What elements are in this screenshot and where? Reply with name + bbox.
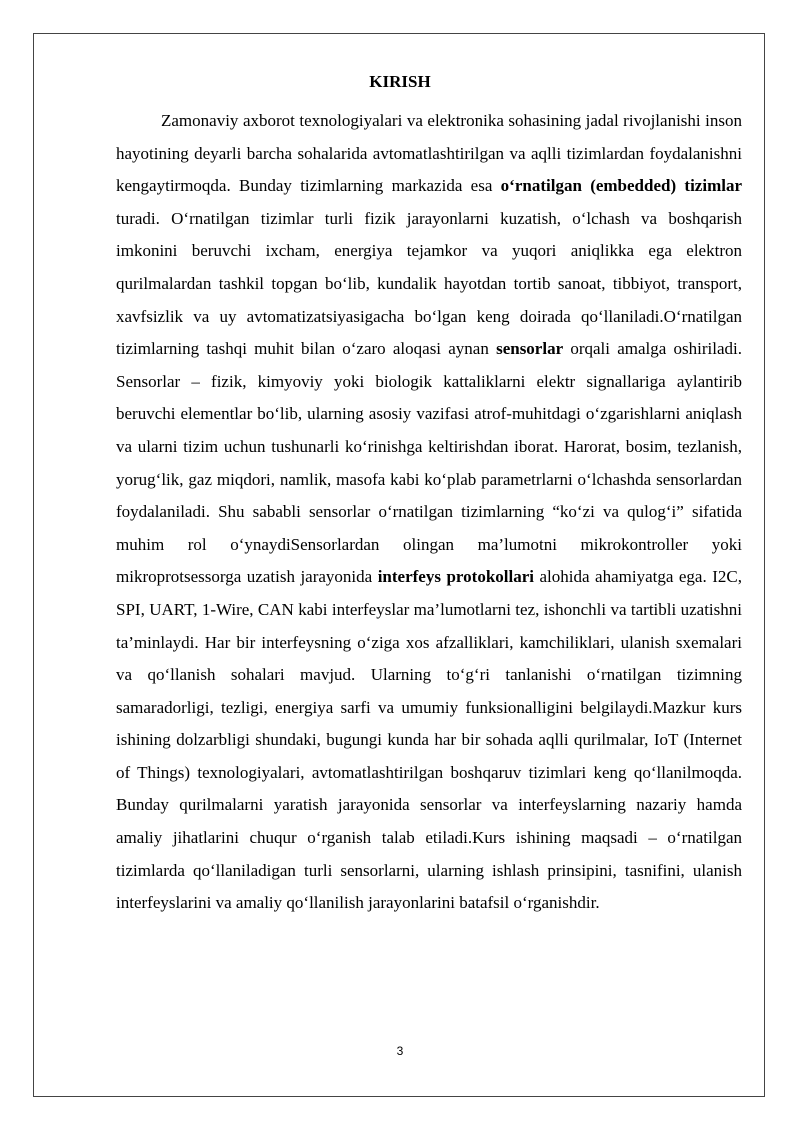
page-number: 3 xyxy=(396,1044,404,1058)
bold-term-sensors: sensorlar xyxy=(496,339,564,359)
bold-term-interface-protocols: interfeys protokollari xyxy=(377,567,534,587)
text-segment: alohida ahamiyatga ega. I2C, SPI, UART, 1-Wire, CAN kabi interfeyslar ma’lumotlarni tez, ishonchli va tartibli uzatishni ta’minlaydi. Har bir interfeysning o‘ziga xos afzalliklari, kamchiliklari, ulanish sxemalari va qo‘llanish sohalari mavjud. Ularning to‘g‘ri tanlanishi o‘rnatilgan tizimning samaradorligi, tezligi, energiya sarfi va umumiy funksionalligini belgilaydi.Mazkur kurs ishining dolzarbligi shundaki, bugungi kunda har bir sohada aqlli qurilmalar, IoT (Internet of Things) texnologiyalari, avtomatlashtirilgan boshqaruv tizimlari keng qo‘llanilmoqda. Bunday qurilmalarni yaratish jarayonida sensorlar va interfeyslarning nazariy hamda amaliy jihatlarini chuqur o‘rganish talab etiladi.Kurs ishining maqsadi – o‘rnatilgan tizimlarda qo‘llaniladigan turli sensorlarni, ularning ishlash prinsipini, tasnifini, ulanish interfeyslarini va amaliy qo‘llanilish jarayonlarini batafsil o‘rganishdir. xyxy=(116,567,742,913)
body-paragraph xyxy=(116,105,742,920)
section-heading: KIRISH xyxy=(369,72,431,91)
text-segment: turadi. O‘rnatilgan tizimlar turli fizik jarayonlarni kuzatish, o‘lchash va boshqarish imkonini beruvchi ixcham, energiya tejamkor va yuqori aniqlikka ega elektron qurilmalardan tashkil topgan bo‘lib, kundalik hayotdan tortib sanoat, tibbiyot, transport, xavfsizlik va uy avtomatizatsiyasigacha bo‘lgan keng doirada qo‘llaniladi.O‘rnatilgan tizimlarning tashqi muhit bilan o‘zaro aloqasi aynan xyxy=(116,208,742,359)
text-segment: Zamonaviy axborot texnologiyalari va elektronika sohasining jadal rivojlanishi inson hayotining deyarli barcha sohalarida avtomatlashtirilgan va aqlli tizimlardan foydalanishni kengaytirmoqda. Bunday tizimlarning markazida esa xyxy=(116,111,742,196)
bold-term-embedded-systems: o‘rnatilgan (embedded) tizimlar xyxy=(500,176,743,196)
text-segment: orqali amalga oshiriladi. Sensorlar – fizik, kimyoviy yoki biologik kattaliklarni elektr signallariga aylantirib beruvchi elementlar bo‘lib, ularning asosiy vazifasi atrof-muhitdagi o‘zgarishlarni aniqlash va ularni tizim uchun tushunarli ko‘rinishga keltirishdan iborat. Harorat, bosim, tezlanish, yorug‘lik, gaz miqdori, namlik, masofa kabi ko‘plab parametrlarni o‘lchashda sensorlardan foydalaniladi. Shu sababli sensorlar o‘rnatilgan tizimlarning “ko‘zi va qulog‘i” sifatida muhim rol o‘ynaydiSensorlardan olingan ma’lumotni mikrokontroller yoki mikroprotsessorga uzatish jarayonida xyxy=(116,339,742,587)
